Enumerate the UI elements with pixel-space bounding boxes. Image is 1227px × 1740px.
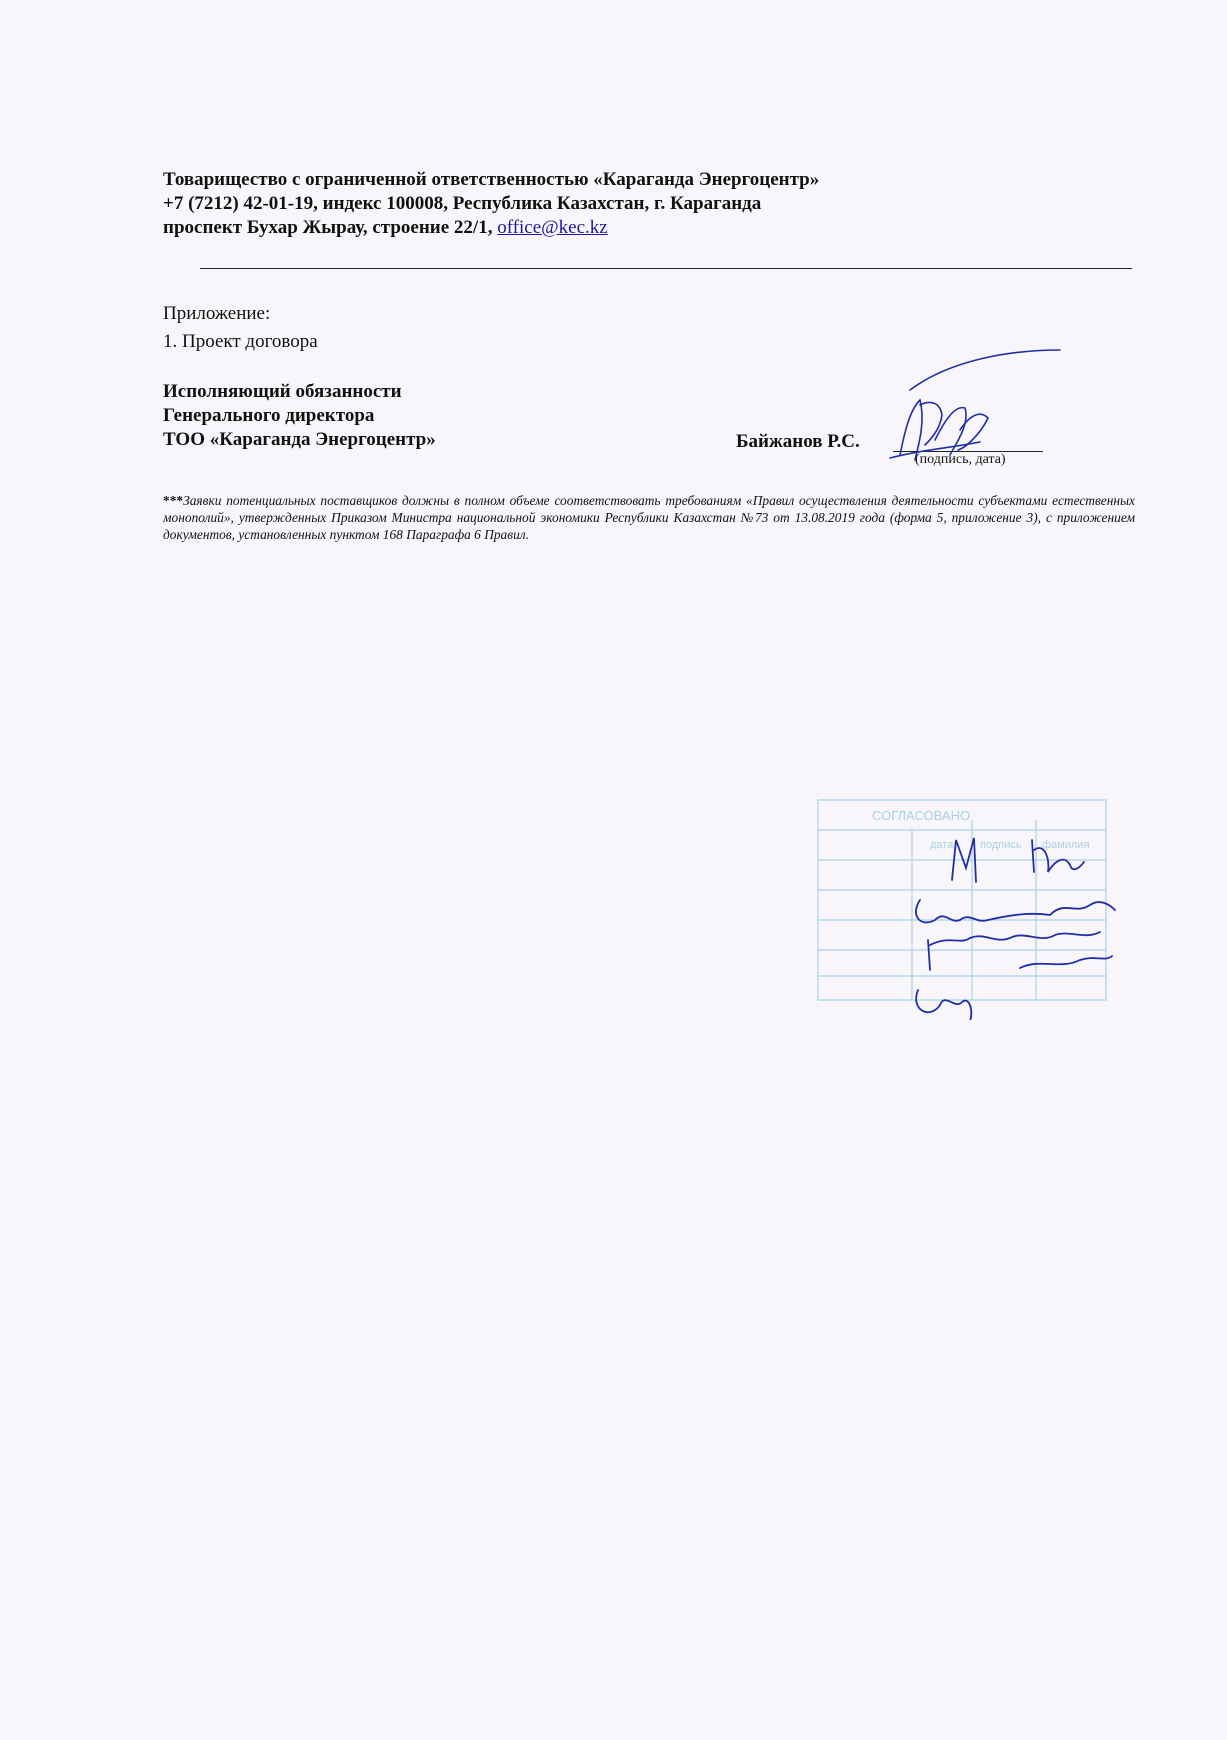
letterhead-address [163, 216, 819, 240]
letterhead-address-text: проспект Бухар Жырау, строение 22/1, [163, 217, 498, 238]
position-line-1: Исполняющий обязанности [163, 381, 402, 402]
stamp-col-name: фамилия [1042, 839, 1090, 851]
letterhead-contacts: +7 (7212) 42-01-19, индекс 100008, Республика Казахстан, г. Караганда [163, 193, 762, 214]
header-divider [200, 268, 1132, 269]
position-line-3: ТОО «Караганда Энергоцентр» [163, 429, 436, 450]
appendix-item: 1. Проект договора [163, 331, 318, 352]
appendix-title: Приложение: [163, 303, 271, 324]
appendix-block [163, 300, 318, 356]
signer-position [163, 380, 436, 452]
email-link[interactable]: office@kec.kz [497, 217, 608, 238]
footnote [163, 492, 1135, 543]
stamp-col-sign: подпись [980, 839, 1022, 851]
signer-name: Байжанов Р.С. [736, 431, 860, 452]
stamp-title: СОГЛАСОВАНО [872, 808, 971, 823]
footnote-text: Заявки потенциальных поставщиков должны в полном объеме соответствовать требованиям «Правил осуществления деятельности субъектами естественных монополий», утвержденных Приказом Министра национальной экономики Республики Казахстан №73 от 13.08.2019 года (форма 5, приложение 3), с приложением документов, установленных пунктом 168 Параграфа 6 Правил. [163, 493, 1135, 542]
director-signature [870, 330, 1070, 470]
position-line-2: Генерального директора [163, 405, 375, 426]
letterhead [163, 168, 819, 240]
signature-caption: (подпись, дата) [915, 452, 1006, 467]
letterhead-company: Товарищество с ограниченной ответственностью «Караганда Энергоцентр» [163, 169, 820, 190]
footnote-marker: *** [163, 493, 184, 508]
stamp-col-date: дата [930, 839, 954, 851]
approval-signatures [900, 820, 1130, 1020]
